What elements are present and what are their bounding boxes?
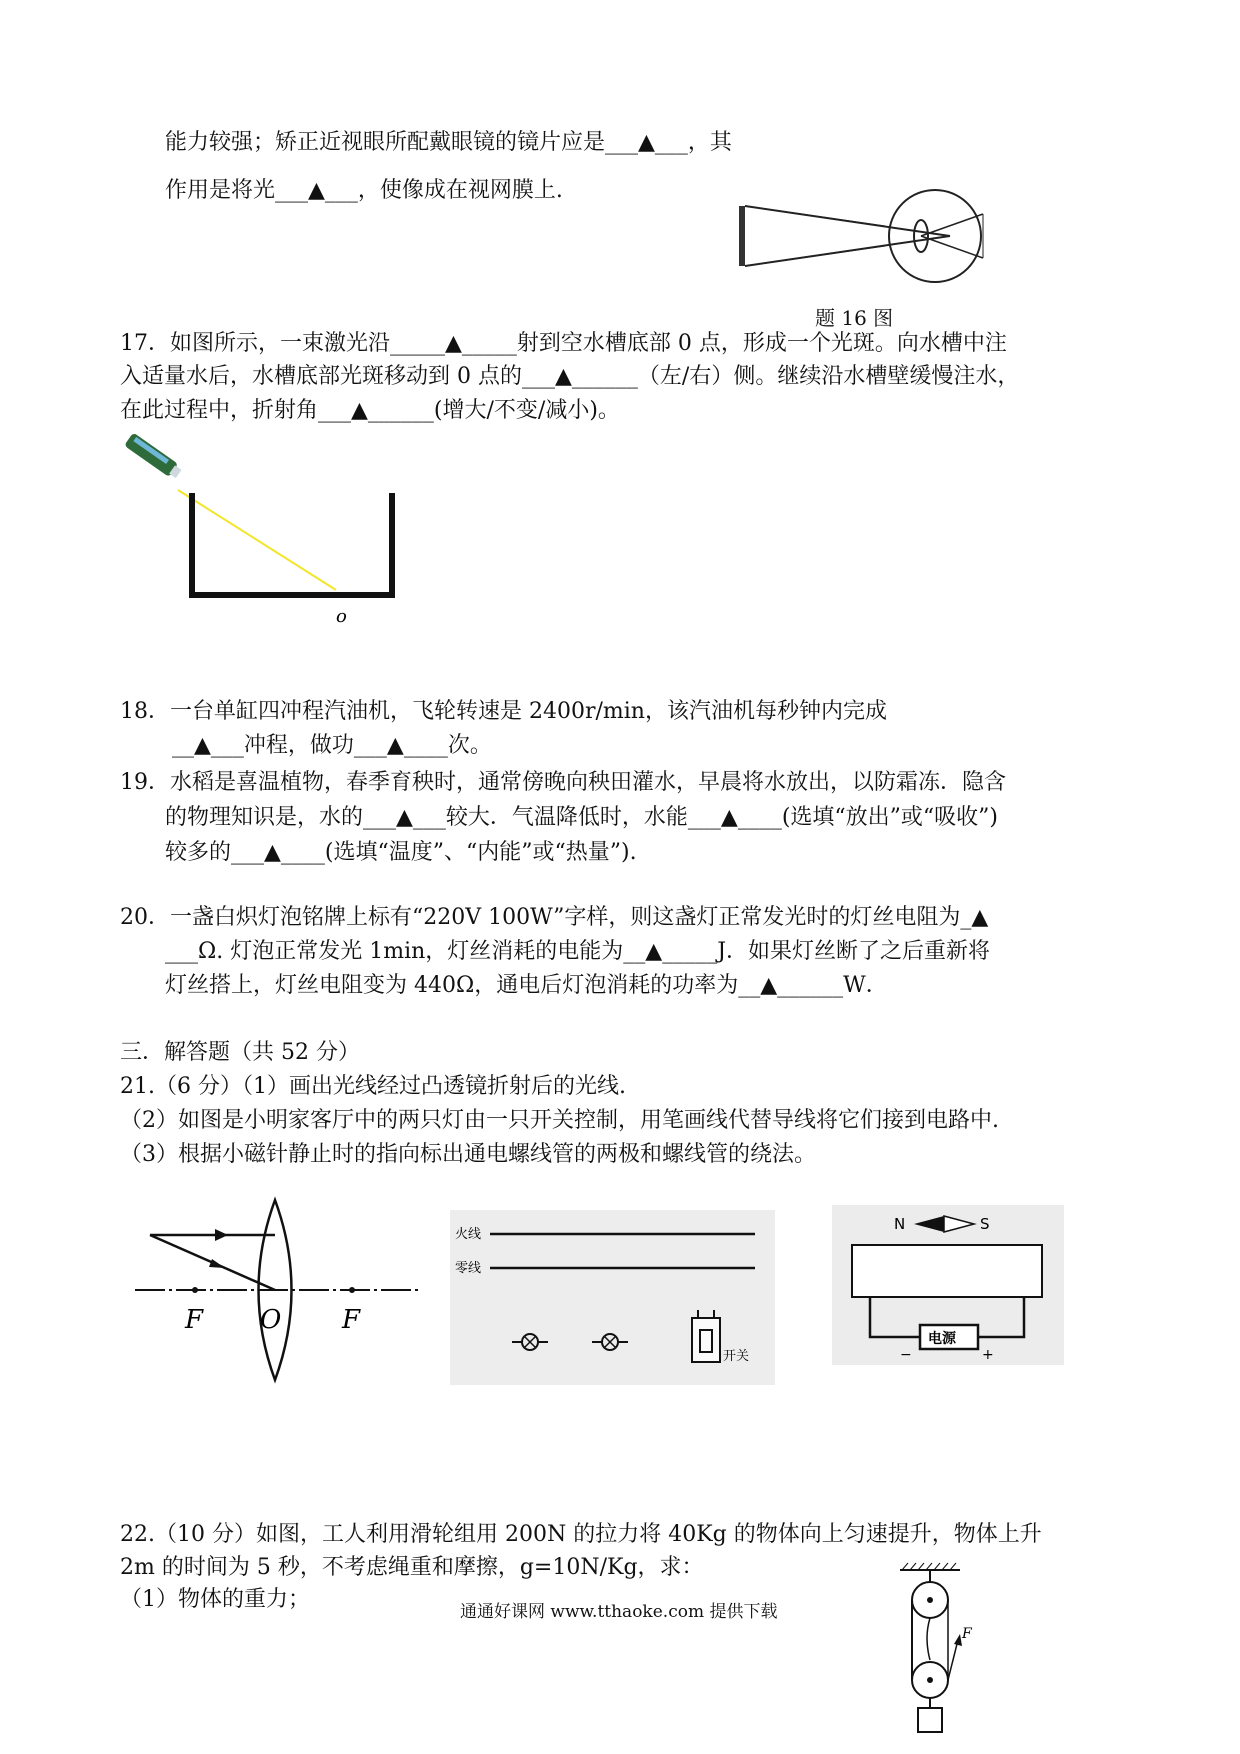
lens-focus-left-label: F (185, 1305, 204, 1335)
q21-line2: （2）如图是小明家客厅中的两只灯由一只开关控制，用笔画线代替导线将它们接到电路中. (120, 1108, 999, 1133)
page-footer-watermark: 通通好课网 www.tthaoke.com 提供下载 (460, 1602, 778, 1622)
solenoid-diagram (832, 1205, 1064, 1365)
switch-label: 开关 (723, 1349, 750, 1364)
power-source-label: 电源 (928, 1331, 956, 1347)
q16-line1: 能力较强；矫正近视眼所配戴眼镜的镜片应是___▲___，其 (165, 130, 732, 155)
q19-line3: 较多的___▲____(选填“温度”、“内能”或“热量”). (165, 840, 637, 865)
lens-focus-right-label: F (342, 1305, 361, 1335)
lens-center-label: O (260, 1305, 282, 1335)
convex-lens-diagram (130, 1195, 430, 1385)
pulley-system-diagram (880, 1558, 1000, 1754)
live-wire-label: 火线 (455, 1227, 482, 1242)
q16-figure-caption: 题 16 图 (815, 306, 894, 330)
q22-line2: 2m 的时间为 5 秒，不考虑绳重和摩擦，g=10N/Kg，求： (120, 1555, 704, 1580)
q16-line2: 作用是将光___▲___，使像成在视网膜上. (165, 178, 563, 203)
neutral-wire-label: 零线 (455, 1261, 482, 1276)
magnet-north-label: N (894, 1215, 906, 1233)
laser-tank-diagram (118, 430, 418, 640)
household-circuit-diagram (450, 1210, 775, 1385)
power-minus-label: − (900, 1347, 912, 1363)
q20-line1: 20．一盏白炽灯泡铭牌上标有“220V 100W”字样，则这盏灯正常发光时的灯丝电阻为_▲ (120, 905, 989, 930)
section3-title: 三．解答题（共 52 分） (120, 1040, 360, 1065)
q22-line3: （1）物体的重力； (120, 1587, 310, 1612)
magnet-south-label: S (980, 1215, 990, 1233)
q17-line2: 入适量水后，水槽底部光斑移动到 0 点的___▲______（左/右）侧。继续沿水槽壁缓慢注水， (120, 364, 1020, 389)
q20-line2: ___Ω. 灯泡正常发光 1min，灯丝消耗的电能为__▲_____J．如果灯丝断了之后重新将 (165, 939, 991, 964)
q21-line1: 21.（6 分）（1）画出光线经过凸透镜折射后的光线. (120, 1074, 626, 1099)
q17-line1: 17．如图所示，一束激光沿_____▲_____射到空水槽底部 0 点，形成一个光斑。向水槽中注 (120, 331, 1007, 356)
q17-line3: 在此过程中，折射角___▲______(增大/不变/减小)。 (120, 398, 620, 423)
q19-line1: 19．水稻是喜温植物，春季育秧时，通常傍晚向秧田灌水，早晨将水放出，以防霜冻．隐含 (120, 770, 1006, 795)
q18-line2: __▲___冲程，做功___▲____次。 (172, 733, 492, 758)
wall-switch-icon (692, 1310, 720, 1362)
q18-line1: 18．一台单缸四冲程汽油机，飞轮转速是 2400r/min，该汽油机每秒钟内完成 (120, 699, 887, 724)
q22-line1: 22.（10 分）如图，工人利用滑轮组用 200N 的拉力将 40Kg 的物体向上匀速提升，物体上升 (120, 1522, 1042, 1547)
q19-line2: 的物理知识是，水的___▲___较大．气温降低时，水能___▲____(选填“放出”或“吸收”) (165, 805, 998, 830)
eye-diagram (735, 188, 1025, 288)
pulley-force-label: F (962, 1626, 972, 1642)
laser-pen-icon (124, 432, 183, 480)
q21-line3: （3）根据小磁针静止时的指向标出通电螺线管的两极和螺线管的绕法。 (120, 1142, 816, 1167)
q20-line3: 灯丝搭上，灯丝电阻变为 440Ω，通电后灯泡消耗的功率为__▲______W． (165, 973, 888, 998)
tank-point-o-label: o (336, 606, 347, 627)
power-plus-label: + (982, 1347, 994, 1363)
